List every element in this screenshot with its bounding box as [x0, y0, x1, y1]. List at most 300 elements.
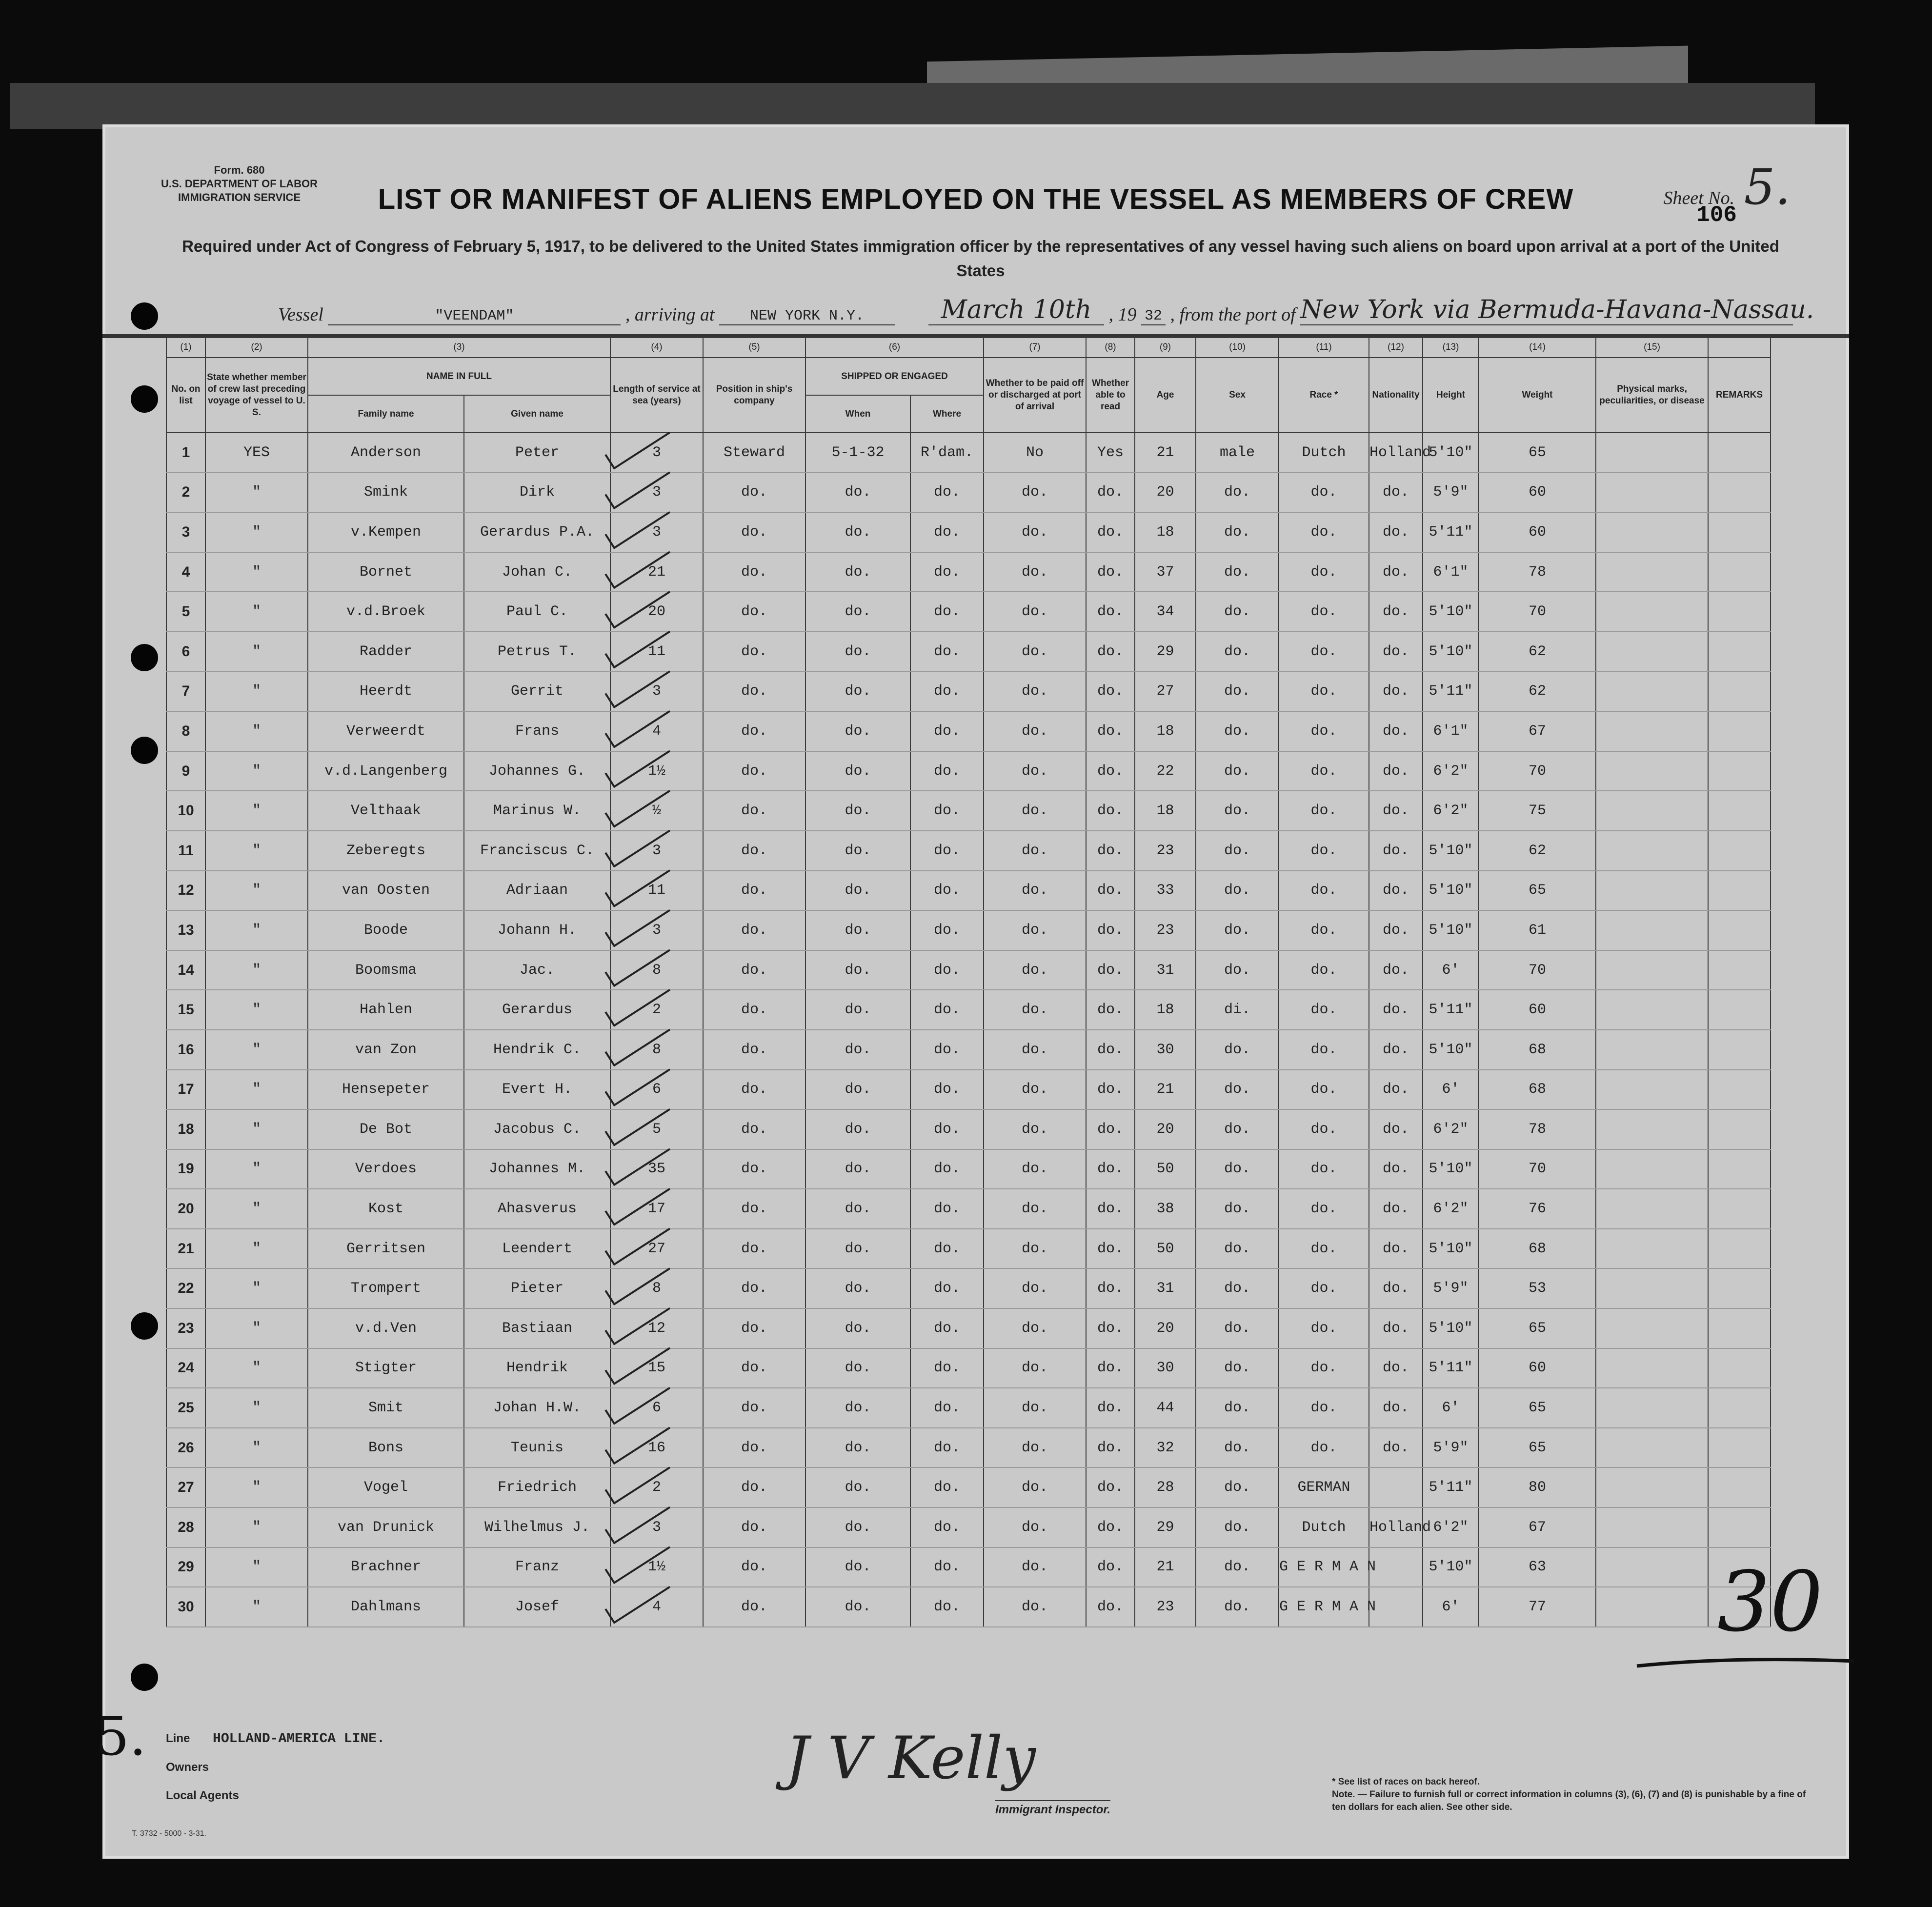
header-paid-off: Whether to be paid off or discharged at port of arrival [984, 358, 1086, 433]
cell-physical-marks [1596, 990, 1708, 1030]
punch-hole [131, 737, 158, 764]
cell-paid: do. [984, 1428, 1086, 1468]
table-row [166, 512, 1771, 552]
cell-race: do. [1279, 1070, 1369, 1110]
cell-remarks [1708, 1388, 1771, 1428]
cell-weight: 65 [1479, 1388, 1596, 1428]
cell-sex: do. [1196, 672, 1279, 712]
table-row [166, 1229, 1771, 1269]
cell-read: do. [1086, 1030, 1135, 1070]
cell-age: 18 [1135, 512, 1196, 552]
cell-height: 6'2" [1423, 1189, 1479, 1229]
manifest-sheet [95, 124, 1849, 1859]
cell-sex: do. [1196, 1348, 1279, 1388]
cell-no: 28 [166, 1507, 205, 1547]
cell-sex: do. [1196, 1467, 1279, 1507]
cell-prev: " [205, 1507, 308, 1547]
cell-read: do. [1086, 871, 1135, 911]
cell-sex: do. [1196, 791, 1279, 831]
cell-physical-marks [1596, 711, 1708, 751]
cell-race: do. [1279, 871, 1369, 911]
cell-weight: 70 [1479, 592, 1596, 632]
cell-race: do. [1279, 1268, 1369, 1308]
header-position: Position in ship's company [703, 358, 805, 433]
cell-physical-marks [1596, 512, 1708, 552]
cell-paid: do. [984, 1229, 1086, 1269]
cell-paid: do. [984, 910, 1086, 950]
col-num-14: (14) [1479, 337, 1596, 358]
cell-family: Kost [308, 1189, 464, 1229]
cell-paid: do. [984, 831, 1086, 871]
cell-sex: do. [1196, 1587, 1279, 1627]
table-row [166, 1268, 1771, 1308]
cell-age: 33 [1135, 871, 1196, 911]
cell-service: 3 [610, 473, 703, 513]
cell-remarks [1708, 1308, 1771, 1348]
cell-sex: do. [1196, 1109, 1279, 1149]
table-row [166, 1348, 1771, 1388]
cell-race: do. [1279, 473, 1369, 513]
arrival-port: NEW YORK N.Y. [719, 308, 895, 325]
table-row [166, 831, 1771, 871]
cell-weight: 65 [1479, 1428, 1596, 1468]
cell-paid: do. [984, 950, 1086, 990]
cell-given: Frans [464, 711, 610, 751]
cell-when: do. [805, 1149, 910, 1189]
cell-prev: " [205, 672, 308, 712]
cell-prev: " [205, 1229, 308, 1269]
cell-height: 5'11" [1423, 990, 1479, 1030]
cell-position: do. [703, 473, 805, 513]
header-weight: Weight [1479, 358, 1596, 433]
col-num-7: (7) [984, 337, 1086, 358]
col-num-6: (6) [805, 337, 984, 358]
margin-mark: 5. [95, 1705, 146, 1767]
cell-prev: " [205, 1308, 308, 1348]
cell-service: 15 [610, 1348, 703, 1388]
header-length-of-service: Length of service at sea (years) [610, 358, 703, 433]
cell-where: do. [910, 990, 984, 1030]
cell-prev: YES [205, 433, 308, 473]
cell-family: Vogel [308, 1467, 464, 1507]
cell-position: do. [703, 672, 805, 712]
cell-service: 20 [610, 592, 703, 632]
cell-height: 6' [1423, 1070, 1479, 1110]
cell-no: 19 [166, 1149, 205, 1189]
cell-service: 2 [610, 1467, 703, 1507]
cell-weight: 53 [1479, 1268, 1596, 1308]
cell-when: do. [805, 672, 910, 712]
cell-where: do. [910, 1030, 984, 1070]
cell-given: Pieter [464, 1268, 610, 1308]
cell-prev: " [205, 1547, 308, 1587]
cell-nationality: do. [1369, 473, 1423, 513]
cell-nationality: do. [1369, 1030, 1423, 1070]
cell-physical-marks [1596, 1229, 1708, 1269]
cell-position: do. [703, 1268, 805, 1308]
cell-prev: " [205, 751, 308, 791]
cell-sex: do. [1196, 711, 1279, 751]
cell-no: 26 [166, 1428, 205, 1468]
cell-nationality: do. [1369, 552, 1423, 592]
cell-sex: do. [1196, 950, 1279, 990]
col-num-1: (1) [166, 337, 205, 358]
cell-nationality: do. [1369, 751, 1423, 791]
cell-weight: 60 [1479, 1348, 1596, 1388]
page-subtitle: Required under Act of Congress of February 5, 1917, to be delivered to the United States immigration officer by the representatives of any vessel having such aliens on board upon arrival at a port of the United States [182, 237, 1779, 280]
cell-race: do. [1279, 1229, 1369, 1269]
cell-service: 3 [610, 1507, 703, 1547]
cell-age: 31 [1135, 950, 1196, 990]
cell-height: 5'10" [1423, 592, 1479, 632]
cell-family: Smit [308, 1388, 464, 1428]
table-row [166, 473, 1771, 513]
cell-read: do. [1086, 672, 1135, 712]
cell-given: Johannes G. [464, 751, 610, 791]
cell-nationality: do. [1369, 632, 1423, 672]
cell-prev: " [205, 1189, 308, 1229]
cell-where: do. [910, 1507, 984, 1547]
cell-remarks [1708, 632, 1771, 672]
cell-where: do. [910, 1308, 984, 1348]
cell-height: 5'10" [1423, 1030, 1479, 1070]
cell-nationality: do. [1369, 831, 1423, 871]
cell-nationality: Holland [1369, 1507, 1423, 1547]
cell-when: do. [805, 1428, 910, 1468]
cell-age: 21 [1135, 433, 1196, 473]
cell-physical-marks [1596, 791, 1708, 831]
cell-where: do. [910, 950, 984, 990]
cell-read: do. [1086, 1229, 1135, 1269]
cell-when: do. [805, 1189, 910, 1229]
cell-where: do. [910, 672, 984, 712]
col-num-10: (10) [1196, 337, 1279, 358]
cell-nationality: do. [1369, 592, 1423, 632]
cell-no: 15 [166, 990, 205, 1030]
cell-sex: do. [1196, 831, 1279, 871]
col-num-2: (2) [205, 337, 308, 358]
cell-physical-marks [1596, 632, 1708, 672]
underlying-page-strip [10, 83, 1815, 129]
cell-family: van Drunick [308, 1507, 464, 1547]
cell-service: 21 [610, 552, 703, 592]
cell-given: Gerrit [464, 672, 610, 712]
cell-prev: " [205, 1467, 308, 1507]
cell-given: Paul C. [464, 592, 610, 632]
cell-paid: do. [984, 1467, 1086, 1507]
cell-weight: 60 [1479, 512, 1596, 552]
table-row [166, 1587, 1771, 1627]
cell-race: do. [1279, 1308, 1369, 1348]
cell-weight: 61 [1479, 910, 1596, 950]
table-row [166, 751, 1771, 791]
total-count: 30 [1717, 1554, 1823, 1650]
table-row [166, 1070, 1771, 1110]
cell-remarks [1708, 672, 1771, 712]
cell-where: do. [910, 473, 984, 513]
cell-given: Johannes M. [464, 1149, 610, 1189]
cell-family: Hensepeter [308, 1070, 464, 1110]
col-num-12: (12) [1369, 337, 1423, 358]
cell-no: 11 [166, 831, 205, 871]
cell-when: do. [805, 1109, 910, 1149]
cell-service: 27 [610, 1229, 703, 1269]
cell-prev: " [205, 1070, 308, 1110]
cell-prev: " [205, 592, 308, 632]
cell-where: R'dam. [910, 433, 984, 473]
cell-weight: 70 [1479, 1149, 1596, 1189]
cell-position: do. [703, 1388, 805, 1428]
cell-position: Steward [703, 433, 805, 473]
cell-when: do. [805, 1308, 910, 1348]
sheet-label: Sheet No. [1663, 188, 1735, 208]
header-physical-marks: Physical marks, peculiarities, or disease [1596, 358, 1708, 433]
cell-weight: 67 [1479, 711, 1596, 751]
cell-height: 5'9" [1423, 1268, 1479, 1308]
cell-sex: do. [1196, 871, 1279, 911]
cell-read: do. [1086, 1149, 1135, 1189]
cell-when: do. [805, 1388, 910, 1428]
punch-hole [131, 644, 158, 671]
cell-paid: do. [984, 473, 1086, 513]
cell-physical-marks [1596, 1109, 1708, 1149]
punch-hole [131, 385, 158, 413]
table-row [166, 1547, 1771, 1587]
table-row [166, 871, 1771, 911]
cell-position: do. [703, 552, 805, 592]
cell-no: 20 [166, 1189, 205, 1229]
col-num-11: (11) [1279, 337, 1369, 358]
cell-family: v.d.Broek [308, 592, 464, 632]
table-row [166, 1507, 1771, 1547]
cell-height: 6' [1423, 1388, 1479, 1428]
cell-service: 6 [610, 1070, 703, 1110]
cell-where: do. [910, 751, 984, 791]
cell-no: 27 [166, 1467, 205, 1507]
cell-read: do. [1086, 1070, 1135, 1110]
cell-physical-marks [1596, 1428, 1708, 1468]
cell-service: 1½ [610, 1547, 703, 1587]
cell-where: do. [910, 711, 984, 751]
cell-age: 37 [1135, 552, 1196, 592]
table-row [166, 1388, 1771, 1428]
cell-prev: " [205, 1149, 308, 1189]
cell-race: do. [1279, 1030, 1369, 1070]
cell-height: 5'10" [1423, 433, 1479, 473]
cell-no: 30 [166, 1587, 205, 1627]
cell-no: 24 [166, 1348, 205, 1388]
inspector-signature: J V Kelly [785, 1725, 1036, 1792]
cell-race: Dutch [1279, 433, 1369, 473]
cell-physical-marks [1596, 433, 1708, 473]
cell-race: do. [1279, 910, 1369, 950]
cell-height: 6'2" [1423, 751, 1479, 791]
cell-weight: 70 [1479, 751, 1596, 791]
cell-weight: 77 [1479, 1587, 1596, 1627]
cell-remarks [1708, 433, 1771, 473]
cell-height: 5'10" [1423, 1149, 1479, 1189]
cell-family: Zeberegts [308, 831, 464, 871]
cell-given: Franciscus C. [464, 831, 610, 871]
year-prefix: , 19 [1108, 304, 1137, 325]
table-row [166, 672, 1771, 712]
cell-nationality: do. [1369, 1428, 1423, 1468]
crew-rows [166, 433, 1771, 1627]
cell-height: 6'2" [1423, 791, 1479, 831]
cell-remarks [1708, 1467, 1771, 1507]
cell-age: 20 [1135, 473, 1196, 513]
cell-age: 30 [1135, 1348, 1196, 1388]
cell-weight: 60 [1479, 473, 1596, 513]
cell-age: 50 [1135, 1149, 1196, 1189]
cell-when: do. [805, 1467, 910, 1507]
agents-label: Local Agents [166, 1789, 239, 1802]
cell-given: Bastiaan [464, 1308, 610, 1348]
cell-when: do. [805, 632, 910, 672]
cell-where: do. [910, 512, 984, 552]
cell-position: do. [703, 512, 805, 552]
cell-age: 20 [1135, 1109, 1196, 1149]
arriving-label: , arriving at [625, 304, 715, 325]
cell-given: Peter [464, 433, 610, 473]
sheet-value: 5. [1744, 159, 1791, 216]
cell-age: 18 [1135, 990, 1196, 1030]
cell-no: 17 [166, 1070, 205, 1110]
cell-paid: do. [984, 1308, 1086, 1348]
races-note: * See list of races on back hereof. [1332, 1777, 1480, 1787]
cell-remarks [1708, 791, 1771, 831]
punch-hole [131, 302, 158, 330]
cell-remarks [1708, 1229, 1771, 1269]
header-row-top [166, 358, 1771, 395]
cell-nationality: do. [1369, 672, 1423, 712]
header-race: Race * [1279, 358, 1369, 433]
cell-weight: 78 [1479, 552, 1596, 592]
cell-weight: 78 [1479, 1109, 1596, 1149]
cell-service: 16 [610, 1428, 703, 1468]
cell-family: Verweerdt [308, 711, 464, 751]
cell-paid: do. [984, 751, 1086, 791]
table-row [166, 632, 1771, 672]
owners-label: Owners [166, 1761, 209, 1774]
cell-read: do. [1086, 512, 1135, 552]
cell-where: do. [910, 1070, 984, 1110]
cell-nationality: do. [1369, 1070, 1423, 1110]
cell-given: Petrus T. [464, 632, 610, 672]
cell-height: 6'1" [1423, 711, 1479, 751]
cell-where: do. [910, 871, 984, 911]
cell-where: do. [910, 831, 984, 871]
cell-remarks [1708, 473, 1771, 513]
cell-given: Adriaan [464, 871, 610, 911]
cell-position: do. [703, 592, 805, 632]
cell-paid: No [984, 433, 1086, 473]
total-underline [1634, 1646, 1859, 1676]
cell-where: do. [910, 1268, 984, 1308]
department: U.S. DEPARTMENT OF LABOR [161, 178, 318, 190]
from-label: , from the port of [1170, 304, 1296, 325]
cell-when: do. [805, 831, 910, 871]
cell-sex: do. [1196, 512, 1279, 552]
cell-nationality: do. [1369, 711, 1423, 751]
col-num-8: (8) [1086, 337, 1135, 358]
cell-read: do. [1086, 791, 1135, 831]
cell-age: 38 [1135, 1189, 1196, 1229]
cell-physical-marks [1596, 1348, 1708, 1388]
cell-service: 11 [610, 871, 703, 911]
cell-race: do. [1279, 1109, 1369, 1149]
cell-given: Marinus W. [464, 791, 610, 831]
cell-sex: do. [1196, 1070, 1279, 1110]
cell-height: 5'11" [1423, 512, 1479, 552]
cell-weight: 63 [1479, 1547, 1596, 1587]
cell-age: 44 [1135, 1388, 1196, 1428]
cell-when: do. [805, 512, 910, 552]
cell-height: 5'10" [1423, 910, 1479, 950]
cell-position: do. [703, 1229, 805, 1269]
cell-where: do. [910, 1467, 984, 1507]
cell-service: 3 [610, 910, 703, 950]
cell-read: do. [1086, 711, 1135, 751]
cell-position: do. [703, 1149, 805, 1189]
header-when: When [805, 395, 910, 433]
punch-hole [131, 1312, 158, 1340]
cell-height: 6' [1423, 1587, 1479, 1627]
cell-age: 28 [1135, 1467, 1196, 1507]
cell-when: do. [805, 871, 910, 911]
table-row [166, 910, 1771, 950]
cell-physical-marks [1596, 1587, 1708, 1627]
header-no-on-list: No. on list [166, 358, 205, 433]
cell-when: do. [805, 1030, 910, 1070]
cell-given: Johan C. [464, 552, 610, 592]
cell-prev: " [205, 512, 308, 552]
cell-paid: do. [984, 791, 1086, 831]
penalty-note: Note. — Failure to furnish full or correct information in columns (3), (6), (7) and (8) is punishable by a fine of ten dollars for each alien. See other side. [1332, 1789, 1806, 1812]
cell-position: do. [703, 1587, 805, 1627]
cell-nationality: do. [1369, 871, 1423, 911]
cell-height: 5'10" [1423, 831, 1479, 871]
cell-race: do. [1279, 751, 1369, 791]
cell-remarks [1708, 910, 1771, 950]
cell-where: do. [910, 910, 984, 950]
inspector-label: Immigrant Inspector. [995, 1800, 1110, 1817]
cell-no: 23 [166, 1308, 205, 1348]
line-label: Line [166, 1732, 190, 1745]
cell-position: do. [703, 1507, 805, 1547]
cell-weight: 67 [1479, 1507, 1596, 1547]
cell-remarks [1708, 871, 1771, 911]
cell-service: 8 [610, 950, 703, 990]
cell-race: do. [1279, 791, 1369, 831]
cell-race: GERMAN [1279, 1467, 1369, 1507]
cell-weight: 62 [1479, 632, 1596, 672]
cell-where: do. [910, 592, 984, 632]
arrival-year: 32 [1141, 308, 1166, 325]
cell-given: Gerardus P.A. [464, 512, 610, 552]
cell-age: 29 [1135, 1507, 1196, 1547]
cell-nationality: do. [1369, 1189, 1423, 1229]
cell-race: do. [1279, 831, 1369, 871]
cell-service: 4 [610, 1587, 703, 1627]
cell-race: do. [1279, 1348, 1369, 1388]
cell-weight: 62 [1479, 672, 1596, 712]
cell-family: Radder [308, 632, 464, 672]
cell-family: v.Kempen [308, 512, 464, 552]
cell-race: Dutch [1279, 1507, 1369, 1547]
cell-family: Verdoes [308, 1149, 464, 1189]
cell-nationality [1369, 1587, 1423, 1627]
